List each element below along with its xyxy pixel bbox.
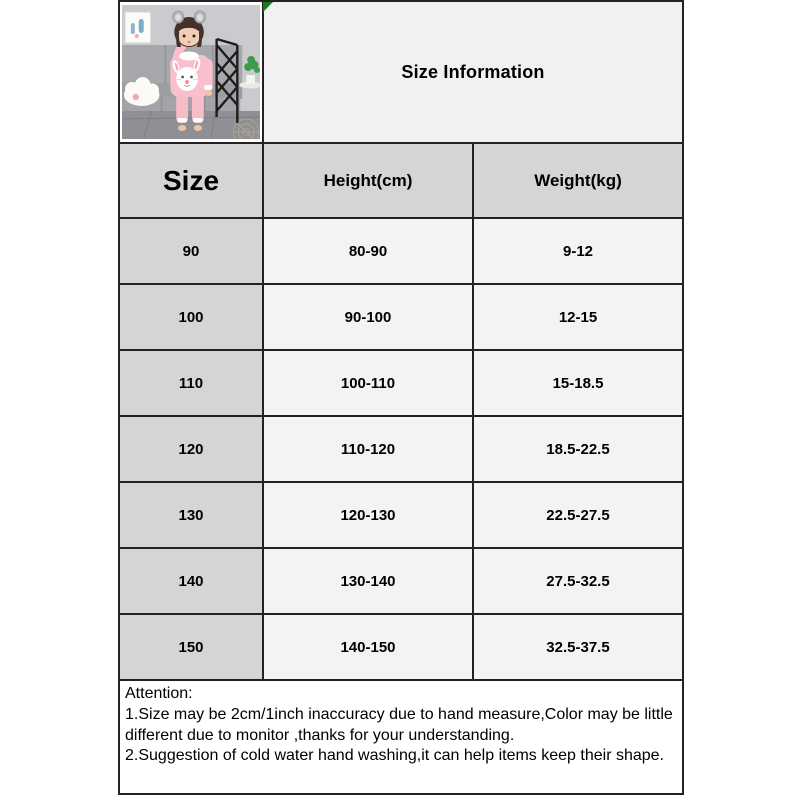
top-row: [119, 1, 683, 143]
table-row-110: [119, 350, 683, 416]
attention-note: [119, 680, 683, 794]
height-value: 80-90: [263, 218, 473, 284]
weight-value: 22.5-27.5: [473, 482, 683, 548]
attention-note-2: 2.Suggestion of cold water hand washing,it can help items keep their shape.: [125, 747, 664, 765]
attention-note-1: 1.Size may be 2cm/1inch inaccuracy due to hand measure,Color may be little different due to monitor ,thanks for your understanding.: [125, 705, 673, 744]
height-value: 140-150: [263, 614, 473, 680]
size-value: 130: [119, 482, 263, 548]
size-value: 140: [119, 548, 263, 614]
weight-value: 18.5-22.5: [473, 416, 683, 482]
weight-value: 12-15: [473, 284, 683, 350]
weight-value: 32.5-37.5: [473, 614, 683, 680]
column-header-height: Height(cm): [263, 143, 473, 218]
header-row: [119, 143, 683, 218]
height-value: 90-100: [263, 284, 473, 350]
table-row-140: [119, 548, 683, 614]
product-photo-cell: [119, 1, 263, 143]
size-value: 150: [119, 614, 263, 680]
attention-row: [119, 680, 683, 794]
size-value: 90: [119, 218, 263, 284]
table-row-90: [119, 218, 683, 284]
table-row-120: [119, 416, 683, 482]
column-header-size: Size: [119, 143, 263, 218]
table-row-100: [119, 284, 683, 350]
column-header-weight: Weight(kg): [473, 143, 683, 218]
size-value: 120: [119, 416, 263, 482]
size-value: 100: [119, 284, 263, 350]
height-value: 130-140: [263, 548, 473, 614]
weight-value: 27.5-32.5: [473, 548, 683, 614]
attention-title: Attention:: [125, 685, 193, 702]
table-row-150: [119, 614, 683, 680]
height-value: 110-120: [263, 416, 473, 482]
pajama-photo-illustration: [122, 5, 260, 139]
product-photo: [122, 5, 260, 139]
height-value: 100-110: [263, 350, 473, 416]
table-title: Size Information: [263, 1, 683, 143]
weight-value: 9-12: [473, 218, 683, 284]
green-corner-marker: [263, 2, 273, 12]
size-value: 110: [119, 350, 263, 416]
table-row-130: [119, 482, 683, 548]
size-information-table: [118, 0, 684, 795]
weight-value: 15-18.5: [473, 350, 683, 416]
height-value: 120-130: [263, 482, 473, 548]
